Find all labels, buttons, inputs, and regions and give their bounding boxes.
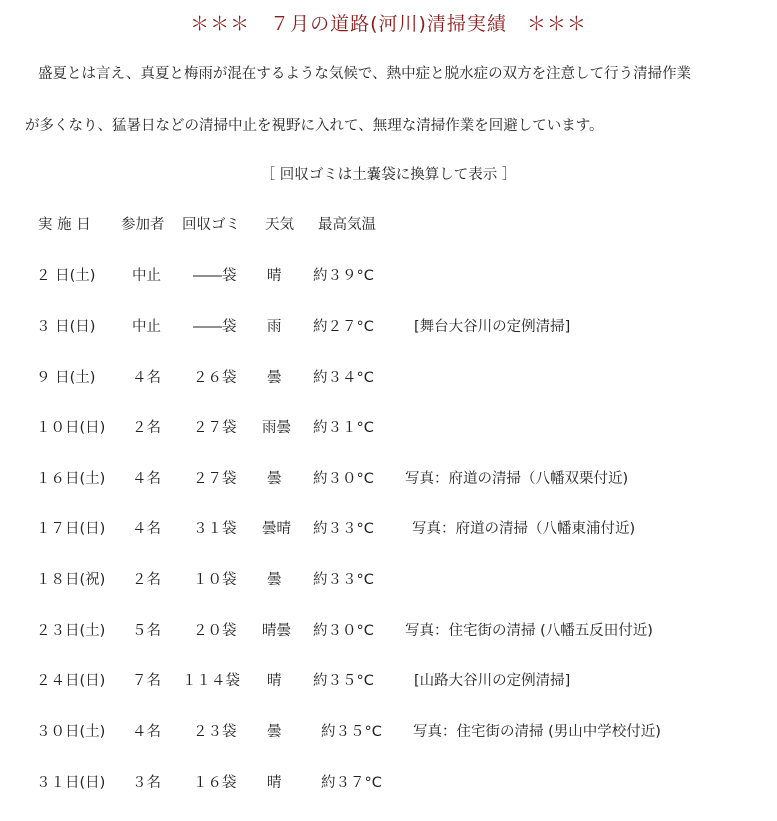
row-weather: 晴 [267, 673, 282, 689]
row-temp: 約３４°C [313, 370, 374, 386]
row-weather: 晴曇 [262, 623, 291, 639]
row-garbage: １１４袋 [182, 673, 240, 689]
row-participants: ２名 [132, 572, 161, 588]
row-garbage: ２７袋 [193, 420, 237, 436]
row-date: ９ 日(土) [36, 370, 96, 386]
row-temp: 約３０°C [313, 471, 374, 487]
row-temp: 約３０°C [313, 623, 374, 639]
row-note: [山路大谷川の定例清掃] [414, 673, 571, 689]
row-weather: 曇 [267, 724, 282, 740]
row-temp: 約３３°C [313, 521, 374, 537]
page-title: ＊＊＊ ７月の道路(河川)清掃実績 ＊＊＊ [190, 13, 587, 35]
header-max-temp: 最高気温 [318, 217, 376, 233]
row-garbage: ２０袋 [193, 623, 237, 639]
intro-line-1: 盛夏とは言え、真夏と梅雨が混在するような気候で、熱中症と脱水症の双方を注意して行う清掃作業 [38, 66, 692, 82]
row-temp: 約２７°C [313, 319, 374, 335]
row-weather: 晴 [267, 268, 282, 284]
row-weather: 曇 [267, 370, 282, 386]
row-garbage: １０袋 [193, 572, 237, 588]
row-participants: 中止 [132, 268, 161, 284]
row-temp: 約３５°C [313, 673, 374, 689]
row-garbage: ――袋 [193, 319, 237, 335]
row-weather: 曇 [267, 572, 282, 588]
row-weather: 曇 [267, 471, 282, 487]
row-temp: 約３１°C [313, 420, 374, 436]
row-garbage: ２６袋 [193, 370, 237, 386]
row-date: ２３日(土) [36, 623, 106, 639]
row-garbage: ３１袋 [193, 521, 237, 537]
header-participants: 参加者 [121, 217, 165, 233]
row-weather: 晴 [267, 775, 282, 791]
unit-note: ［ 回収ゴミは土嚢袋に換算して表示 ］ [260, 167, 517, 183]
row-date: ３ 日(日) [36, 319, 96, 335]
row-participants: ５名 [132, 623, 161, 639]
header-garbage: 回収ゴミ [182, 217, 240, 233]
row-participants: 中止 [132, 319, 161, 335]
header-date: 実 施 日 [38, 217, 91, 233]
row-participants: ４名 [132, 521, 161, 537]
row-date: ３１日(日) [36, 775, 106, 791]
header-weather: 天気 [265, 217, 294, 233]
row-participants: ７名 [132, 673, 161, 689]
row-participants: ２名 [132, 420, 161, 436]
row-temp: 約３５°C [321, 724, 382, 740]
row-date: ２ 日(土) [36, 268, 96, 284]
row-garbage: ２３袋 [193, 724, 237, 740]
row-weather: 雨曇 [262, 420, 291, 436]
row-weather: 曇晴 [262, 521, 291, 537]
row-note: 写真：府道の清掃（八幡双栗付近) [405, 471, 629, 487]
row-note: [舞台大谷川の定例清掃] [414, 319, 571, 335]
row-date: １０日(日) [36, 420, 106, 436]
row-temp: 約３９°C [313, 268, 374, 284]
row-date: １７日(日) [36, 521, 106, 537]
row-weather: 雨 [267, 319, 282, 335]
row-date: ３０日(土) [36, 724, 106, 740]
row-participants: ４名 [132, 370, 161, 386]
row-participants: ４名 [132, 724, 161, 740]
row-date: １６日(土) [36, 471, 106, 487]
row-temp: 約３３°C [313, 572, 374, 588]
row-date: ２４日(日) [36, 673, 106, 689]
row-garbage: ――袋 [193, 268, 237, 284]
row-note: 写真：住宅街の清掃 (男山中学校付近) [413, 724, 661, 740]
row-date: １８日(祝) [36, 572, 106, 588]
row-participants: ３名 [132, 775, 161, 791]
intro-line-2: が多くなり、猛暑日などの清掃中止を視野に入れて、無理な清掃作業を回避しています。 [25, 118, 604, 134]
row-note: 写真：住宅街の清掃 (八幡五反田付近) [405, 623, 653, 639]
row-participants: ４名 [132, 471, 161, 487]
row-garbage: ２７袋 [193, 471, 237, 487]
row-temp: 約３７°C [321, 775, 382, 791]
row-garbage: １６袋 [193, 775, 237, 791]
row-note: 写真：府道の清掃（八幡東浦付近) [412, 521, 636, 537]
